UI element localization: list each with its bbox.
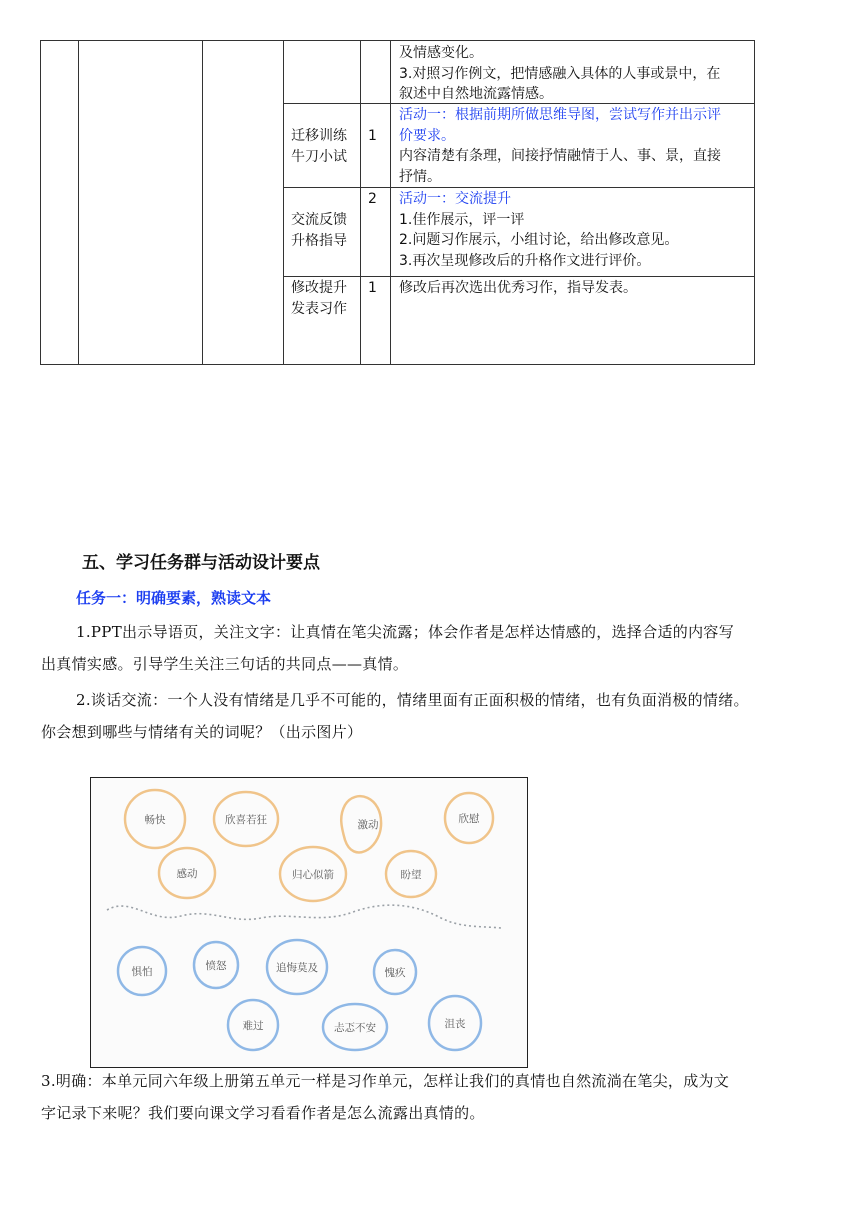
paragraph-line: 1.PPT出示导语页，关注文字：让真情在笔尖流露；体会作者是怎样达情感的，选择合适的内容写: [76, 623, 735, 641]
hours-value: 2: [368, 191, 377, 207]
table-divider: [360, 40, 361, 365]
table-row-divider: [283, 276, 755, 277]
activity-line: 活动一：交流提升: [399, 191, 511, 207]
wavy-divider: [107, 905, 501, 928]
emotion-word: 愤怒: [205, 960, 227, 972]
emotion-word: 愧疚: [384, 967, 406, 979]
activity-line: 价要求。: [399, 127, 455, 144]
content-line: 抒情。: [399, 168, 441, 185]
emotion-word: 感动: [176, 868, 198, 880]
emotion-word: 欣慰: [458, 813, 480, 825]
table-row: [399, 278, 637, 299]
table-row: [399, 189, 678, 271]
stage-label: 修改提升 发表习作: [291, 280, 347, 317]
table-row: [399, 43, 720, 105]
table-border-left: [40, 40, 41, 365]
emotion-word: 难过: [242, 1020, 264, 1032]
paragraph-line: 字记录下来呢？我们要向课文学习看看作者是怎么流露出真情的。: [41, 1104, 485, 1122]
table-row-divider: [283, 187, 755, 188]
content-line: 叙述中自然地流露情感。: [399, 86, 553, 102]
table-divider: [283, 40, 284, 365]
emotion-word: 畅快: [144, 814, 166, 826]
paragraph-line: 你会想到哪些与情绪有关的词呢？（出示图片）: [41, 723, 363, 741]
table-border-bottom: [40, 364, 755, 365]
table-divider: [78, 40, 79, 365]
stage-label: 交流反馈 升格指导: [291, 212, 347, 249]
paragraph-line: 3.明确：本单元同六年级上册第五单元一样是习作单元，怎样让我们的真情也自然流淌在笔尖，成为文: [41, 1072, 730, 1090]
emotion-word: 盼望: [400, 869, 422, 881]
hours-value: 1: [368, 280, 377, 296]
content-line: 1.佳作展示，评一评: [399, 211, 525, 228]
emotion-words-image: [90, 777, 528, 1068]
stage-label: 迁移训练 牛刀小试: [291, 128, 347, 165]
emotion-word: 惧怕: [131, 966, 153, 978]
content-line: 3.再次呈现修改后的升格作文进行评价。: [399, 252, 651, 269]
hours-value: 1: [368, 128, 377, 144]
activity-line: 活动一：根据前期所做思维导图，尝试写作并出示评: [399, 107, 721, 123]
paragraph-line: 2.谈话交流：一个人没有情绪是几乎不可能的，情绪里面有正面积极的情绪，也有负面消极的情绪。: [76, 691, 749, 709]
plan-table: [40, 40, 755, 365]
emotion-word: 欣喜若狂: [225, 814, 267, 826]
emotion-word: 忐忑不安: [334, 1022, 376, 1034]
table-row: [399, 105, 721, 187]
table-border-right: [754, 40, 755, 365]
emotion-word: 归心似箭: [292, 869, 334, 881]
emotion-word: 追悔莫及: [276, 962, 318, 974]
content-line: 修改后再次选出优秀习作，指导发表。: [399, 280, 637, 296]
content-line: 内容清楚有条理，间接抒情融情于人、事、景，直接: [399, 148, 721, 164]
section-heading: 五、学习任务群与活动设计要点: [82, 553, 320, 573]
content-line: 3.对照习作例文，把情感融入具体的人事或景中，在: [399, 65, 721, 82]
content-line: 2.问题习作展示，小组讨论，给出修改意见。: [399, 232, 679, 248]
task-title: 任务一：明确要素，熟读文本: [76, 589, 272, 607]
emotion-word: 沮丧: [444, 1018, 466, 1030]
paragraph-line: 出真情实感。引导学生关注三句话的共同点——真情。: [41, 655, 409, 673]
table-border-top: [40, 40, 755, 41]
content-line: 及情感变化。: [399, 45, 483, 61]
table-divider: [202, 40, 203, 365]
emotion-word: 激动: [357, 819, 379, 831]
table-divider: [390, 40, 391, 365]
